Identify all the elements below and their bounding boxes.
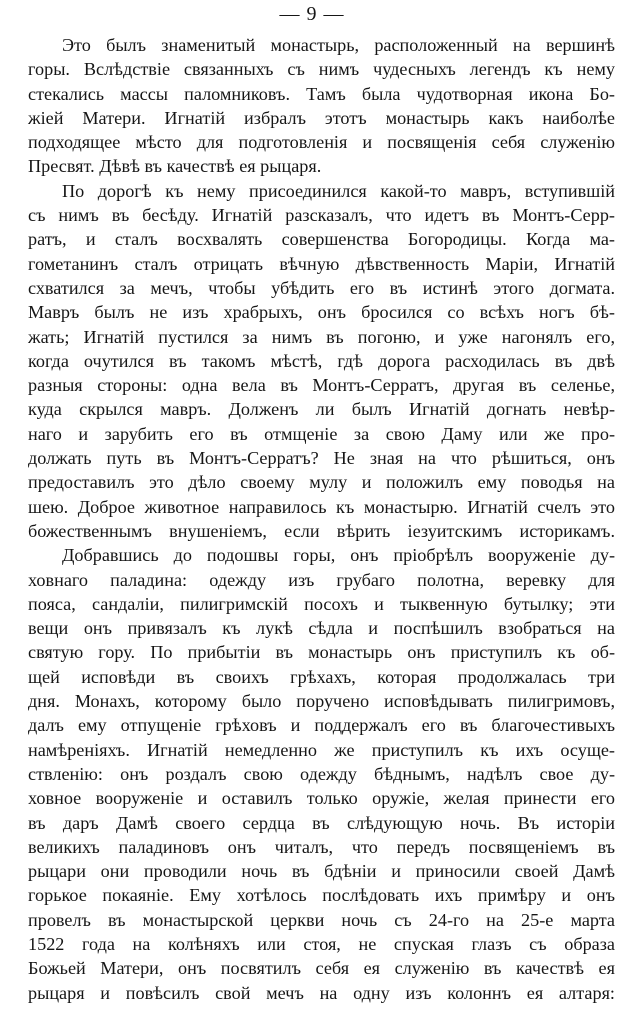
- text-line: жать; Игнатій пустился за нимъ въ погоню, и уже нагонялъ его,: [28, 326, 615, 347]
- text-line: когда очутился въ такомъ мѣстѣ, гдѣ дорога расходилась въ двѣ: [28, 350, 615, 371]
- text-line: 1522 года на колѣняхъ или стоя, не спуская глазъ съ образа: [28, 933, 615, 954]
- text-line: пояса, сандаліи, пилигримскій посохъ и тыквенную бутылку; эти: [28, 593, 615, 614]
- text-line: ствленію: онъ роздалъ свою одежду бѣднымъ, надѣлъ свое ду-: [28, 763, 615, 784]
- text-line: жіей Матери. Игнатій избралъ этотъ монастырь какъ наиболѣе: [28, 107, 615, 128]
- text-line: предоставилъ это дѣло своему мулу и положилъ ему поводья на: [28, 472, 615, 493]
- text-line: вещи онъ привязалъ къ лукѣ сѣдла и поспѣшилъ взобраться на: [28, 618, 615, 639]
- text-line: провелъ въ монастырской церкви ночь съ 24-го на 25-е марта: [28, 909, 615, 930]
- text-line: По дорогѣ къ нему присоединился какой-то мавръ, вступившій: [62, 180, 615, 201]
- text-line: рыцари они проводили ночь въ бдѣніи и приносили своей Дамѣ: [28, 861, 615, 882]
- text-line: намѣреніяхъ. Игнатій немедленно же приступилъ къ ихъ осуще-: [28, 739, 615, 760]
- text-line: ховнаго паладина: одежду изъ грубаго полотна, веревку для: [28, 569, 615, 590]
- text-line: Это былъ знаменитый монастырь, расположенный на вершинѣ: [62, 35, 615, 55]
- body-text: [28, 33, 615, 1005]
- text-line: Божьей Матери, онъ посвятилъ себя ея служенію въ качествѣ ея: [28, 958, 615, 979]
- text-line: рыцаря и повѣсилъ свой мечъ на одну изъ колоннъ ея алтаря:: [28, 982, 615, 1003]
- text-line: Пресвят. Дѣвѣ въ качествѣ ея рыцаря.: [28, 156, 322, 177]
- text-line: наго и зарубить его въ отмщеніе за свою Даму или же про-: [28, 423, 615, 444]
- text-line: гометанинъ сталъ отрицать вѣчную дѣвственность Маріи, Игнатій: [28, 253, 615, 274]
- text-line: подходящее мѣсто для подготовленія и посвященія себя служенію: [28, 132, 615, 153]
- text-line: великихъ паладиновъ онъ читалъ, что передъ посвященіемъ въ: [28, 836, 615, 857]
- text-line: святую гору. По прибытіи въ монастырь онъ приступилъ къ об-: [28, 642, 615, 663]
- page-number: — 9 —: [279, 3, 345, 25]
- text-line: горькое покаяніе. Ему хотѣлось послѣдовать ихъ примѣру и онъ: [28, 885, 615, 906]
- text-line: щей исповѣди въ своихъ грѣхахъ, которая продолжалась три: [28, 666, 615, 687]
- text-line: схватился за мечъ, чтобы убѣдить его въ истинѣ этого догмата.: [28, 277, 615, 298]
- text-line: съ нимъ въ бесѣду. Игнатій разсказалъ, что идетъ въ Монтъ-Серр-: [28, 205, 615, 226]
- text-line: горы. Вслѣдствіе связанныхъ съ нимъ чудесныхъ легендъ къ нему: [28, 59, 615, 80]
- text-line: Добравшись до подошвы горы, онъ пріобрѣлъ вооруженіе ду-: [62, 545, 615, 566]
- text-line: стекались массы паломниковъ. Тамъ была чудотворная икона Бо-: [28, 83, 615, 104]
- text-line: ратъ, и сталъ восхвалять совершенства Богородицы. Когда ма-: [28, 229, 615, 250]
- text-line: разныя стороны: одна вела въ Монтъ-Серратъ, другая въ селенье,: [28, 375, 615, 396]
- text-line: далъ ему отпущеніе грѣховъ и поддержалъ его въ благочестивыхъ: [28, 715, 615, 736]
- text-line: куда скрылся мавръ. Долженъ ли былъ Игнатій догнать невѣр-: [28, 399, 615, 420]
- text-line: должать путь въ Монтъ-Серратъ? Не зная на что рѣшиться, онъ: [28, 448, 615, 469]
- text-line: божественнымъ внушеніемъ, если вѣрить іезуитскимъ историкамъ.: [28, 520, 615, 541]
- text-line: Мавръ былъ не изъ храбрыхъ, онъ бросился со всѣхъ ногъ бѣ-: [28, 302, 615, 323]
- text-line: ховное вооруженіе и оставилъ только оружіе, желая принести его: [28, 788, 615, 809]
- text-line: шею. Доброе животное направилось къ монастырю. Игнатій счелъ это: [28, 496, 615, 517]
- text-line: въ даръ Дамѣ своего сердца въ слѣдующую ночь. Въ исторіи: [28, 812, 615, 833]
- text-line: дня. Монахъ, которому было поручено исповѣдывать пилигримовъ,: [28, 691, 615, 712]
